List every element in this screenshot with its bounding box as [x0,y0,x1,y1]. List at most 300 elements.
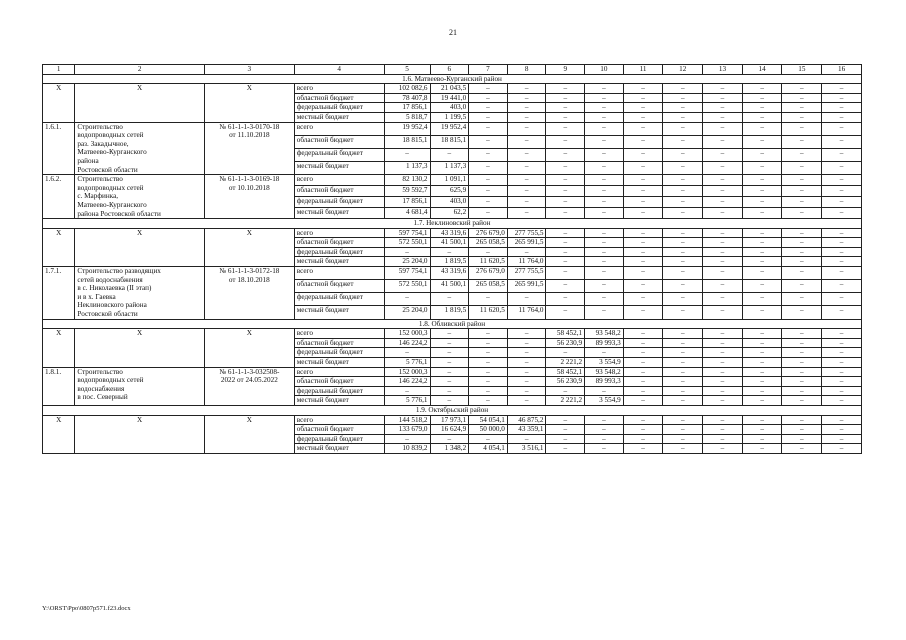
amount-cell: – [384,293,430,306]
amount-cell: – [507,386,546,396]
amount-cell: – [703,348,743,358]
amount-cell: – [430,386,469,396]
amount-cell: 5 818,7 [384,112,430,122]
object-name-line: водопроводных сетей [77,376,144,385]
amount-cell: – [507,367,546,377]
funding-source: областной бюджет [294,377,384,387]
funding-source: местный бюджет [294,257,384,267]
amount-cell: – [585,122,624,135]
amount-cell: – [663,386,703,396]
amount-cell: – [546,348,585,358]
amount-cell: – [623,377,663,387]
amount-cell: 1 819,5 [430,306,469,319]
amount-cell: 276 679,0 [469,228,508,238]
amount-cell: – [782,348,822,358]
amount-cell: 265 991,5 [507,238,546,248]
amount-cell: – [430,434,469,444]
amount-cell: – [782,377,822,387]
amount-cell: – [663,280,703,293]
amount-cell: – [822,444,862,454]
amount-cell: – [384,348,430,358]
amount-cell: – [623,306,663,319]
amount-cell: – [742,280,782,293]
amount-cell: – [703,293,743,306]
column-number: 16 [822,65,862,75]
amount-cell: – [546,415,585,425]
amount-cell: – [703,257,743,267]
table-row [43,367,862,377]
amount-cell: – [663,186,703,197]
amount-cell: – [507,175,546,186]
amount-cell: – [469,293,508,306]
object-name-line: сетей водоснабжения [77,275,143,284]
funding-source: всего [294,175,384,186]
column-number: 9 [546,65,585,75]
funding-source: областной бюджет [294,280,384,293]
expertise-doc [204,84,294,122]
amount-cell: – [623,358,663,368]
amount-cell: – [546,293,585,306]
amount-cell: – [585,280,624,293]
amount-cell: – [469,208,508,219]
amount-cell: – [782,257,822,267]
amount-cell: – [585,415,624,425]
amount-cell: – [742,415,782,425]
amount-cell: 3 554,9 [585,396,624,406]
amount-cell: – [469,186,508,197]
amount-cell: – [663,306,703,319]
funding-source: местный бюджет [294,112,384,122]
amount-cell: – [782,358,822,368]
expertise-doc [204,175,294,219]
amount-cell: – [623,84,663,94]
amount-cell: – [623,161,663,174]
object-name-line: и в х. Гаевка [77,292,116,301]
amount-cell: – [742,425,782,435]
amount-cell: – [703,434,743,444]
section-row [43,74,862,84]
amount-cell: – [782,161,822,174]
amount-cell: – [742,247,782,257]
item-number: 1.6.2. [43,175,75,219]
amount-cell: – [742,93,782,103]
funding-source: местный бюджет [294,306,384,319]
amount-cell: – [742,208,782,219]
amount-cell: – [507,293,546,306]
amount-cell: – [623,267,663,280]
funding-source: всего [294,228,384,238]
column-number: 13 [703,65,743,75]
amount-cell: – [507,208,546,219]
amount-cell: 144 518,2 [384,415,430,425]
amount-cell: – [623,293,663,306]
column-number: 4 [294,65,384,75]
amount-cell: – [782,238,822,248]
object-name [75,367,205,405]
amount-cell: – [703,415,743,425]
amount-cell: – [663,293,703,306]
expertise-doc-line: № 61-1-1-3-0170-18 [219,122,280,131]
amount-cell: – [782,396,822,406]
amount-cell: – [782,367,822,377]
funding-source: федеральный бюджет [294,293,384,306]
amount-cell: – [546,267,585,280]
object-name-line: водоснабжения [77,384,125,393]
amount-cell: – [822,293,862,306]
amount-cell: – [585,135,624,148]
amount-cell: – [782,280,822,293]
amount-cell: 403,0 [430,197,469,208]
object-name-line: Ростовской области [77,310,138,319]
funding-source: федеральный бюджет [294,103,384,113]
amount-cell: 597 754,1 [384,267,430,280]
amount-cell: – [703,161,743,174]
table-row [43,267,862,280]
amount-cell: – [469,175,508,186]
amount-cell: – [822,425,862,435]
amount-cell: – [663,122,703,135]
column-number: 12 [663,65,703,75]
amount-cell: 133 679,0 [384,425,430,435]
amount-cell: – [469,161,508,174]
object-name [75,329,205,367]
section-row [43,219,862,229]
amount-cell: – [469,93,508,103]
object-name [75,415,205,453]
amount-cell: – [663,135,703,148]
funding-source: областной бюджет [294,186,384,197]
amount-cell: – [623,386,663,396]
amount-cell: – [742,293,782,306]
amount-cell: – [822,186,862,197]
amount-cell: 572 550,1 [384,238,430,248]
amount-cell: 4 681,4 [384,208,430,219]
section-row [43,405,862,415]
amount-cell: – [469,434,508,444]
amount-cell: – [546,247,585,257]
amount-cell: – [663,338,703,348]
funding-source: областной бюджет [294,338,384,348]
table-row [43,415,862,425]
amount-cell: 265 058,5 [469,280,508,293]
amount-cell: – [663,228,703,238]
amount-cell: 146 224,2 [384,377,430,387]
amount-cell: 152 000,3 [384,367,430,377]
file-path-footer: Y:\ORST\Ppo\0807p571.f23.docx [42,605,131,612]
amount-cell: – [703,238,743,248]
amount-cell: – [742,175,782,186]
amount-cell: 41 500,1 [430,280,469,293]
table-row [43,228,862,238]
amount-cell: – [703,208,743,219]
amount-cell: – [546,122,585,135]
amount-cell: – [623,348,663,358]
amount-cell: – [663,238,703,248]
amount-cell: – [623,396,663,406]
amount-cell: – [822,112,862,122]
amount-cell: – [623,329,663,339]
expertise-doc [204,329,294,367]
amount-cell: 56 230,9 [546,338,585,348]
amount-cell: – [663,434,703,444]
amount-cell: – [546,425,585,435]
amount-cell: – [782,84,822,94]
amount-cell: 43 319,6 [430,228,469,238]
amount-cell: – [742,197,782,208]
amount-cell: – [623,338,663,348]
amount-cell: – [546,386,585,396]
amount-cell: – [507,396,546,406]
object-name [75,228,205,266]
amount-cell: 152 000,3 [384,329,430,339]
amount-cell: – [585,425,624,435]
amount-cell: – [822,358,862,368]
object-name-line: района Ростовской области [77,209,161,218]
amount-cell: 4 054,1 [469,444,508,454]
amount-cell: 89 993,3 [585,377,624,387]
amount-cell: 19 441,0 [430,93,469,103]
amount-cell: – [469,197,508,208]
amount-cell: – [822,93,862,103]
expertise-doc-line: X [246,415,252,424]
amount-cell: – [507,135,546,148]
funding-source: местный бюджет [294,396,384,406]
amount-cell: – [822,396,862,406]
amount-cell: 58 452,1 [546,367,585,377]
amount-cell: – [822,161,862,174]
funding-source: всего [294,122,384,135]
expertise-doc-line: № 61-1-1-3-032508- [219,367,280,376]
column-number: 2 [75,65,205,75]
budget-table [42,64,862,454]
amount-cell: – [663,396,703,406]
funding-source: всего [294,367,384,377]
funding-source: местный бюджет [294,161,384,174]
amount-cell: – [469,329,508,339]
object-name-line: Строительство [77,367,123,376]
column-number-row [43,65,862,75]
column-number: 1 [43,65,75,75]
amount-cell: – [585,175,624,186]
object-name-line: Матвеево-Курганского [77,200,147,209]
amount-cell: – [469,396,508,406]
amount-cell: – [546,306,585,319]
expertise-doc-line: от 11.10.2018 [229,131,270,140]
funding-source: областной бюджет [294,93,384,103]
amount-cell: – [469,247,508,257]
amount-cell: – [663,367,703,377]
amount-cell: – [782,122,822,135]
amount-cell: – [469,112,508,122]
amount-cell: 56 230,9 [546,377,585,387]
amount-cell: – [782,175,822,186]
amount-cell: – [663,257,703,267]
column-number: 8 [507,65,546,75]
amount-cell: – [546,228,585,238]
column-number: 11 [623,65,663,75]
amount-cell: – [507,112,546,122]
amount-cell: – [546,103,585,113]
amount-cell: – [742,329,782,339]
amount-cell: – [430,358,469,368]
amount-cell: – [384,148,430,161]
amount-cell: – [507,148,546,161]
expertise-doc [204,267,294,320]
amount-cell: – [546,186,585,197]
amount-cell: – [703,425,743,435]
object-name [75,84,205,122]
amount-cell: – [384,386,430,396]
amount-cell: 403,0 [430,103,469,113]
funding-source: местный бюджет [294,444,384,454]
amount-cell: – [822,135,862,148]
funding-source: всего [294,329,384,339]
table-row [43,122,862,135]
expertise-doc-line: № 61-1-1-3-0172-18 [219,267,280,276]
amount-cell: – [782,415,822,425]
amount-cell: – [663,175,703,186]
amount-cell: – [822,247,862,257]
amount-cell: – [703,103,743,113]
amount-cell: – [585,103,624,113]
amount-cell: – [822,348,862,358]
amount-cell: – [623,425,663,435]
amount-cell: 276 679,0 [469,267,508,280]
amount-cell: – [663,197,703,208]
amount-cell: – [782,93,822,103]
amount-cell: – [507,84,546,94]
expertise-doc-line: X [246,329,252,338]
amount-cell: – [703,386,743,396]
amount-cell: – [703,247,743,257]
amount-cell: – [623,415,663,425]
amount-cell: – [703,338,743,348]
amount-cell: – [822,228,862,238]
expertise-doc [204,122,294,175]
amount-cell: – [585,257,624,267]
amount-cell: – [663,415,703,425]
item-number: 1.8.1. [43,367,75,405]
amount-cell: – [507,247,546,257]
amount-cell: – [585,197,624,208]
amount-cell: – [822,267,862,280]
amount-cell: – [663,425,703,435]
amount-cell: 19 952,4 [384,122,430,135]
amount-cell: 18 815,1 [430,135,469,148]
amount-cell: 17 856,1 [384,197,430,208]
amount-cell: – [742,103,782,113]
amount-cell: – [742,238,782,248]
funding-source: федеральный бюджет [294,247,384,257]
amount-cell: – [822,84,862,94]
amount-cell: – [507,122,546,135]
amount-cell: 93 548,2 [585,329,624,339]
amount-cell: 78 407,8 [384,93,430,103]
amount-cell: – [742,112,782,122]
amount-cell: – [469,377,508,387]
funding-source: федеральный бюджет [294,386,384,396]
amount-cell: – [507,329,546,339]
amount-cell: 1 137,3 [430,161,469,174]
amount-cell: 11 764,0 [507,257,546,267]
amount-cell: – [546,148,585,161]
funding-source: федеральный бюджет [294,148,384,161]
item-number: 1.7.1. [43,267,75,320]
amount-cell: – [469,103,508,113]
amount-cell: 59 592,7 [384,186,430,197]
amount-cell: – [742,135,782,148]
amount-cell: 146 224,2 [384,338,430,348]
amount-cell: – [703,280,743,293]
amount-cell: – [703,306,743,319]
funding-source: местный бюджет [294,358,384,368]
amount-cell: 11 620,5 [469,257,508,267]
amount-cell: – [585,386,624,396]
amount-cell: – [822,377,862,387]
amount-cell: – [585,247,624,257]
amount-cell: 5 776,1 [384,358,430,368]
amount-cell: – [623,367,663,377]
object-name-line: Строительство [77,175,123,184]
expertise-doc [204,367,294,405]
amount-cell: – [585,84,624,94]
amount-cell: – [782,228,822,238]
amount-cell: 1 199,5 [430,112,469,122]
amount-cell: – [469,367,508,377]
amount-cell: 21 043,5 [430,84,469,94]
amount-cell: – [623,175,663,186]
expertise-doc [204,415,294,453]
amount-cell: – [546,238,585,248]
amount-cell: – [507,348,546,358]
amount-cell: – [469,148,508,161]
amount-cell: 17 856,1 [384,103,430,113]
amount-cell: – [822,367,862,377]
amount-cell: – [623,197,663,208]
amount-cell: – [782,434,822,444]
amount-cell: – [663,329,703,339]
page-number: 21 [449,28,457,37]
section-row [43,319,862,329]
section-title: 1.9. Октябрьский район [43,405,862,415]
amount-cell: – [623,280,663,293]
funding-source: федеральный бюджет [294,197,384,208]
amount-cell: – [703,122,743,135]
amount-cell: – [782,306,822,319]
amount-cell: – [822,386,862,396]
amount-cell: – [507,377,546,387]
amount-cell: 11 620,5 [469,306,508,319]
amount-cell: 277 755,5 [507,267,546,280]
amount-cell: – [703,175,743,186]
funding-source: областной бюджет [294,135,384,148]
object-name-line: района [77,156,99,165]
object-name-line: X [137,84,143,93]
object-name-line: Строительство разводящих [77,267,161,276]
column-number: 14 [742,65,782,75]
column-number: 10 [585,65,624,75]
amount-cell: – [822,329,862,339]
amount-cell: – [585,161,624,174]
amount-cell: 82 130,2 [384,175,430,186]
object-name-line: X [137,329,143,338]
amount-cell: – [742,386,782,396]
amount-cell: – [469,348,508,358]
amount-cell: – [703,135,743,148]
amount-cell: – [623,238,663,248]
amount-cell: – [430,148,469,161]
section-title: 1.6. Матвеево-Курганский район [43,74,862,84]
